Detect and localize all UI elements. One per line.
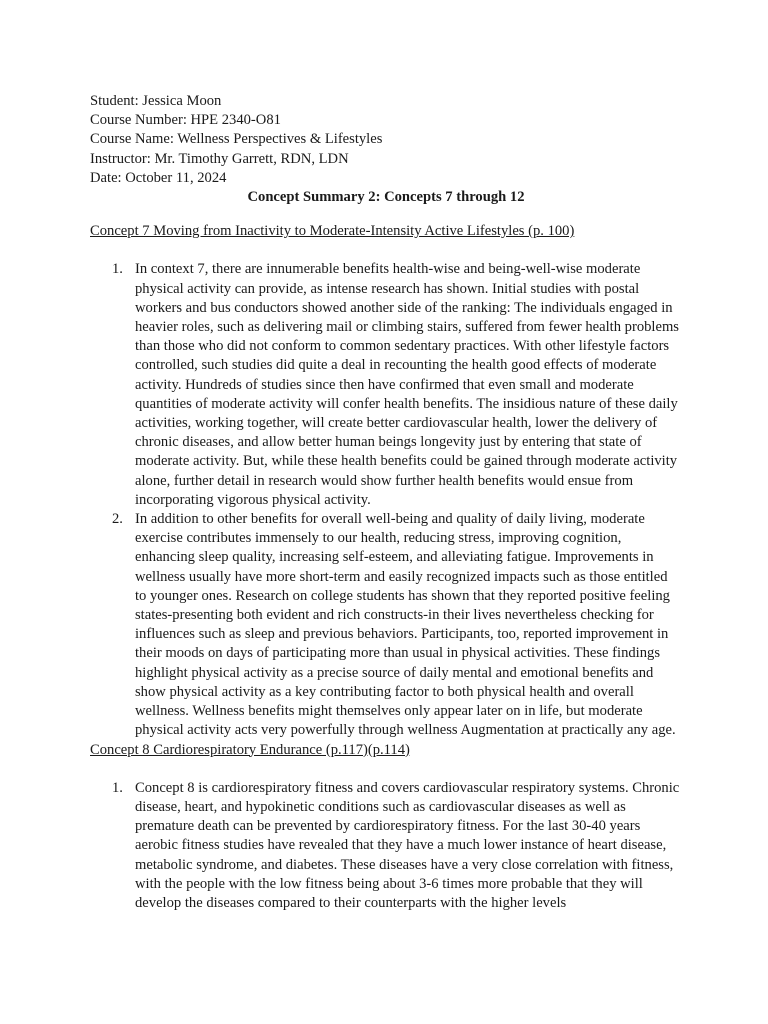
spacer — [90, 760, 682, 779]
list-item-text: In context 7, there are innumerable benefits health-wise and being-well-wise moderate physical activity can provide, as intense research has shown. Initial studies with postal workers and bus conductors showed another side of the ranking: The individuals engaged in heavier roles, such as delivering mail or climbing stairs, suffered from fewer health problems than those who did not conform to common sedentary practices. With other lifestyle factors controlled, such studies did quite a deal in recounting the health good effects of moderate activity. Hundreds of studies since then have confirmed that even small and moderate quantities of moderate activity will confer health benefits. The insidious nature of these daily activities, working together, will create better cardiovascular health, lower the delivery of chronic diseases, and allow better human beings longevity just by entering that state of moderate activity. But, while these health benefits could be gained through moderate activity alone, further detail in research would show further health benefits would ensue from incorporating vigorous physical activity. — [135, 261, 679, 508]
spacer — [90, 241, 682, 260]
section-heading-concept-7: Concept 7 Moving from Inactivity to Moderate-Intensity Active Lifestyles (p. 100) — [90, 223, 575, 240]
document-title: Concept Summary 2: Concepts 7 through 12 — [247, 189, 525, 206]
date-line: Date: October 11, 2024 — [90, 169, 227, 186]
list-item-text: Concept 8 is cardiorespiratory fitness and covers cardiovascular respiratory systems. Chronic disease, heart, and hypokinetic conditions such as cardiovascular diseases as well as premature death can be prevented by cardiorespiratory fitness. For the last 30-40 years aerobic fitness studies have revealed that they have a much lower instance of heart disease, metabolic syndrome, and diabetes. These diseases have a very close correlation with fitness, with the people with the low fitness being about 3-6 times more probable that they will develop the diseases compared to their counterparts with the higher levels — [135, 779, 680, 911]
instructor-line: Instructor: Mr. Timothy Garrett, RDN, LDN — [90, 150, 349, 167]
concept-8-list — [90, 779, 682, 913]
list-item-number: 1. — [112, 261, 123, 278]
section-heading-concept-8: Concept 8 Cardiorespiratory Endurance (p.117)(p.114) — [90, 741, 410, 758]
list-item — [90, 779, 682, 913]
student-line: Student: Jessica Moon — [90, 93, 222, 109]
concept-7-list — [90, 260, 682, 740]
course-name-line: Course Name: Wellness Perspectives & Lifestyles — [90, 131, 383, 148]
list-item — [90, 510, 682, 740]
list-item-text: In addition to other benefits for overall well-being and quality of daily living, moderate exercise contributes immensely to our health, reducing stress, improving cognition, enhancing sleep quality, increasing self-esteem, and alleviating fatigue. Improvements in wellness usually have more short-term and easily recognized impacts such as those entitled to younger ones. Research on college students has shown that they reported positive feeling states-presenting both evident and rich constructs-in their lives nevertheless checking for influences such as sleep and previous behaviors. Participants, too, reported improvement in their moods on days of participating more than usual in physical activities. These findings highlight physical activity as a precise source of daily mental and emotional benefits and show physical activity as a key contributing factor to both physical health and overall wellness. Wellness benefits might themselves only appear later on in life, but moderate physical activity acts very powerfully through wellness Augmentation at practically any age. — [135, 511, 676, 739]
list-item-number: 1. — [112, 779, 123, 796]
document-page — [90, 92, 682, 913]
course-number-line: Course Number: HPE 2340-O81 — [90, 112, 281, 129]
list-item — [90, 260, 682, 510]
list-item-number: 2. — [112, 511, 123, 528]
